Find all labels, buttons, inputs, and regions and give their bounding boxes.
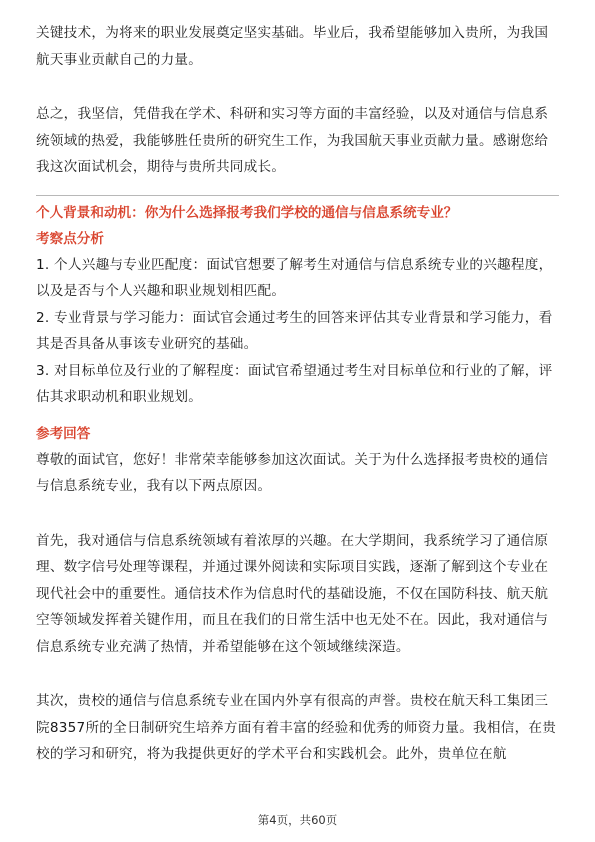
answer-paragraph: 其次，贵校的通信与信息系统专业在国内外享有很高的声誉。贵校在航天科工集团三院8357所的全日制研究生培养方面有着丰富的经验和优秀的师资力量。我相信，在贵校的学习和研究，将为我提供更好的学术平台和实践机会。此外，贵单位在航 xyxy=(36,693,557,762)
intro-paragraph: 总之，我坚信，凭借我在学术、科研和实习等方面的丰富经验，以及对通信与信息系统领域的热爱，我能够胜任贵所的研究生工作，为我国航天事业贡献力量。感谢您给我这次面试机会，期待与贵所共同成长。 xyxy=(36,106,549,175)
paragraph-gap xyxy=(36,73,559,101)
answer-paragraph: 首先，我对通信与信息系统领域有着浓厚的兴趣。在大学期间，我系统学习了通信原理、数字信号处理等课程，并通过课外阅读和实际项目实践，逐渐了解到这个专业在现代社会中的重要性。通信技术作为信息时代的基础设施，不仅在国防科技、航天航空等领域发挥着关键作用，而且在我们的日常生活中也无处不在。因此，我对通信与信息系统专业充满了热情，并希望能够在这个领域继续深造。 xyxy=(36,532,549,655)
page-footer: 第4页，共60页 xyxy=(257,813,338,827)
question-title: 个人背景和动机：你为什么选择报考我们学校的通信与信息系统专业？ xyxy=(36,204,458,221)
paragraph-gap xyxy=(36,660,559,688)
analysis-heading: 考察点分析 xyxy=(36,230,104,247)
answer-heading: 参考回答 xyxy=(36,425,91,442)
analysis-item: 3. 对目标单位及行业的了解程度：面试官希望通过考生对目标单位和行业的了解，评估其求职动机和职业规划。 xyxy=(36,362,553,405)
paragraph-gap xyxy=(36,500,559,528)
analysis-item: 2. 专业背景与学习能力：面试官会通过考生的回答来评估其专业背景和学习能力，看其是否具备从事该专业研究的基础。 xyxy=(36,309,553,352)
intro-paragraph: 关键技术，为将来的职业发展奠定坚实基础。毕业后，我希望能够加入贵所，为我国航天事业贡献自己的力量。 xyxy=(36,25,549,68)
section-divider xyxy=(36,195,559,196)
page-content xyxy=(36,20,559,768)
answer-paragraph: 尊敬的面试官，您好！非常荣幸能够参加这次面试。关于为什么选择报考贵校的通信与信息系统专业，我有以下两点原因。 xyxy=(36,451,549,494)
analysis-item: 1. 个人兴趣与专业匹配度：面试官想要了解考生对通信与信息系统专业的兴趣程度，以及是否与个人兴趣和职业规划相匹配。 xyxy=(36,256,553,299)
section-gap xyxy=(36,411,559,421)
